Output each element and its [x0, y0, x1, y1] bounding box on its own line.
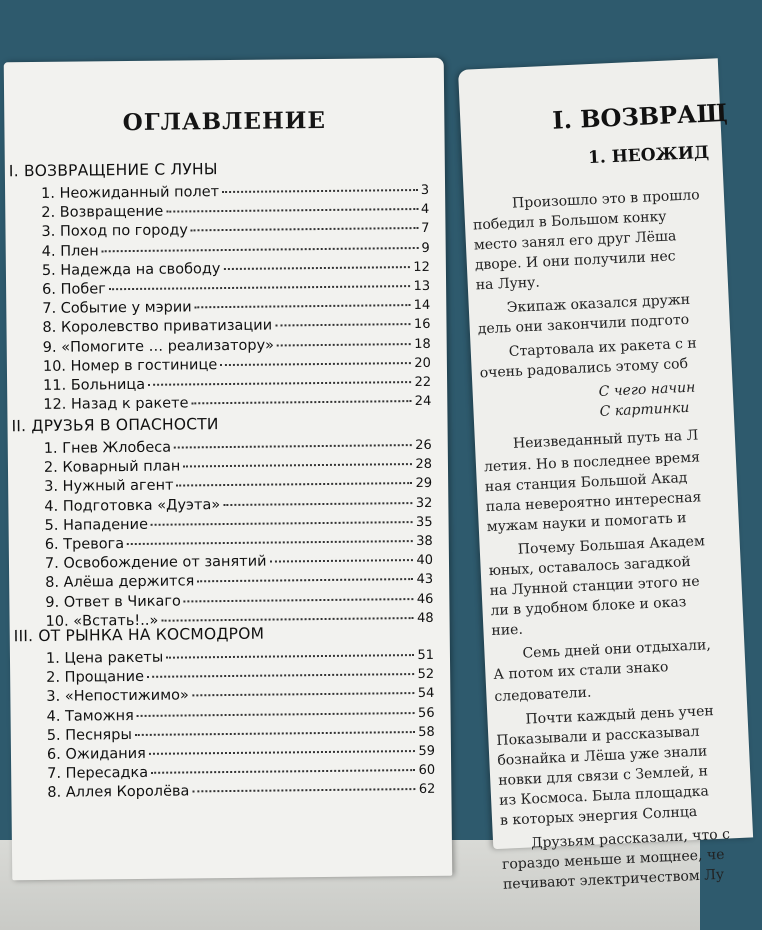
text-line: Произошло это в прошло	[511, 187, 700, 212]
toc-entry-title: 1. Цена ракеты	[45, 649, 164, 667]
toc-entry-page: 14	[413, 298, 431, 314]
text-line: ная станция Большой Акад	[484, 470, 688, 496]
dot-leader	[222, 189, 418, 193]
toc-entry-page: 43	[416, 572, 434, 588]
toc-entry-page: 54	[417, 686, 435, 702]
text-line: Неизведанный путь на Л	[512, 427, 699, 452]
chapter-heading: I. ВОЗВРАЩ	[551, 97, 729, 135]
toc-entry-title: 2. Прощание	[46, 669, 145, 687]
dot-leader	[176, 482, 412, 486]
text-line: гораздо меньше и мощнее, че	[501, 846, 725, 873]
dot-leader	[151, 521, 413, 526]
right-page	[458, 58, 753, 893]
text-line: А потом их стали знако	[493, 659, 669, 684]
dot-leader	[192, 788, 415, 792]
text-line: победил в Большом конку	[472, 208, 667, 234]
dot-leader	[275, 323, 411, 326]
toc-entry	[47, 781, 435, 804]
toc-entry-title: 4. Подготовка «Дуэта»	[44, 496, 221, 515]
toc-title: ОГЛАВЛЕНИЕ	[122, 106, 327, 137]
dot-leader	[135, 731, 415, 736]
toc-entry-page: 52	[417, 667, 435, 683]
text-line: С чего начин	[598, 379, 696, 400]
subchapter-heading: 1. НЕОЖИД	[587, 142, 710, 169]
text-line: юных, оставалось загадкой	[488, 553, 691, 580]
toc-entry-title: 7. Освобождение от занятий	[44, 553, 267, 573]
toc-entry	[43, 393, 431, 416]
toc-entry-page: 56	[417, 705, 435, 721]
toc-entry-title: 7. Пересадка	[47, 765, 149, 783]
dot-leader	[174, 444, 412, 448]
dot-leader	[192, 400, 412, 404]
toc-entry-page: 59	[418, 743, 436, 760]
dot-leader	[277, 343, 411, 346]
toc-entry-page: 32	[415, 495, 433, 511]
dot-leader	[147, 673, 415, 678]
toc-entry-page: 16	[413, 317, 431, 333]
text-line: С картинки	[599, 399, 690, 420]
toc-entry-title: 3. Поход по городу	[41, 222, 189, 241]
toc-entry-page: 62	[418, 782, 436, 798]
toc-entry-title: 4. Таможня	[46, 707, 134, 725]
dot-leader	[151, 769, 416, 774]
text-line: следователи.	[494, 684, 592, 705]
toc-entry-title: 5. Надежда на свободу	[41, 260, 221, 279]
dot-leader	[184, 598, 414, 602]
dot-leader	[166, 654, 414, 659]
text-line: Почему Большая Академ	[517, 533, 706, 558]
text-line: печивают электричеством Лу	[502, 866, 725, 893]
text-line: Показывали и рассказывал	[496, 723, 700, 749]
toc-entry-page: 7	[421, 221, 430, 237]
text-line: бознайка и Лёша уже знали	[497, 743, 708, 769]
toc-entry-page: 29	[415, 476, 433, 492]
text-line: место занял его друг Лёша	[473, 228, 677, 254]
dot-leader	[223, 266, 410, 270]
toc-entry-page: 58	[418, 724, 435, 740]
toc-entry-title: 6. Ожидания	[46, 745, 146, 763]
toc-entry-page: 35	[415, 514, 433, 530]
toc-entry-title: 1. Гнев Жлобеса	[43, 439, 172, 457]
toc-entry-title: 6. Тревога	[44, 536, 125, 553]
toc-entry-page: 9	[421, 240, 430, 256]
toc-entry-title: 5. Песняры	[46, 726, 132, 744]
toc-entry-page: 26	[415, 437, 432, 454]
dot-leader	[161, 617, 414, 622]
text-line: в которых энергия Солнца	[499, 803, 698, 829]
toc-entry-title: 2. Возвращение	[41, 203, 164, 222]
text-line: новки для связи с Землей, н	[497, 763, 709, 789]
text-line: Семь дней они отдыхали,	[522, 637, 712, 662]
toc-entry-page: 60	[418, 763, 436, 779]
text-line: дель они закончили подгото	[477, 311, 690, 338]
dot-leader	[149, 750, 416, 755]
dot-leader	[195, 304, 411, 308]
toc-entry-title: 8. Алёша держится	[45, 573, 195, 592]
toc-entry-page: 38	[416, 533, 433, 550]
toc-entry-page: 12	[413, 259, 430, 275]
toc-entry-title: 5. Нападение	[44, 516, 149, 534]
toc-entry-title: 7. Событие у мэрии	[42, 299, 192, 318]
dot-leader	[102, 247, 419, 252]
text-line: Стартовала их ракета с н	[508, 335, 698, 360]
toc-entry-title: 9. «Помогите … реализатору»	[42, 337, 275, 356]
text-line: из Космоса. Была площадка	[498, 783, 710, 809]
section-heading: II. ДРУЗЬЯ В ОПАСНОСТИ	[11, 415, 219, 436]
toc-entry-title: 3. Нужный агент	[44, 477, 174, 496]
dot-leader	[269, 559, 413, 563]
toc-entry-title: 6. Побег	[42, 281, 106, 298]
toc-entry-title: 1. Неожиданный полет	[41, 184, 220, 202]
toc-entry-page: 20	[414, 355, 431, 371]
toc-entry-page: 46	[416, 591, 434, 607]
toc-entry-page: 13	[413, 278, 431, 295]
dot-leader	[137, 712, 415, 717]
text-line: Друзьям рассказали, что с	[530, 826, 731, 852]
text-line: Экипаж оказался дружн	[506, 291, 691, 317]
text-line: ли в удобном блоке и оказ	[490, 594, 687, 620]
toc-entry-title: 8. Королевство приватизации	[42, 317, 273, 337]
dot-leader	[127, 540, 413, 545]
dot-leader	[220, 362, 411, 366]
text-line: Почти каждый день учен	[525, 703, 715, 728]
toc-entry-title: 11. Больница	[43, 376, 146, 394]
toc-entry-title: 10. «Встать!..»	[45, 612, 159, 630]
section-heading: III. ОТ РЫНКА НА КОСМОДРОМ	[13, 624, 265, 646]
toc-entry-page: 3	[420, 182, 430, 198]
dot-leader	[192, 692, 415, 696]
section-heading: I. ВОЗВРАЩЕНИЕ С ЛУНЫ	[8, 160, 218, 181]
toc-entry-title: 12. Назад к ракете	[43, 395, 189, 414]
dot-leader	[191, 227, 418, 231]
toc-entry-title: 9. Ответ в Чикаго	[45, 593, 181, 611]
toc-entry-page: 4	[420, 202, 430, 218]
text-line: на Лунной станции этого не	[489, 573, 700, 600]
text-line: ние.	[491, 621, 524, 640]
dot-leader	[197, 578, 413, 582]
dot-leader	[109, 285, 411, 290]
toc-entry-title: 10. Номер в гостинице	[42, 356, 218, 375]
toc-entry-title: 4. Плен	[41, 242, 99, 260]
toc-entry-page: 28	[415, 457, 433, 473]
toc-entry-title: 8. Аллея Королёва	[47, 783, 190, 802]
toc-entry-title: 2. Коварный план	[43, 458, 181, 477]
left-page	[4, 58, 453, 881]
text-line: очень радовались этому соб	[479, 355, 689, 382]
dot-leader	[148, 381, 411, 386]
toc-entry-page: 51	[417, 647, 435, 664]
text-line: дворе. И они получили нес	[474, 248, 676, 274]
dot-leader	[166, 208, 418, 213]
text-line: летия. Но в последнее время	[483, 449, 701, 476]
toc-entry-page: 48	[416, 610, 434, 626]
toc-entry-page: 40	[416, 553, 434, 569]
toc-entry-page: 18	[414, 336, 431, 352]
text-line: пала невероятно интересная	[485, 489, 702, 516]
toc-entry-title: 3. «Непостижимо»	[46, 687, 189, 706]
dot-leader	[223, 502, 413, 506]
dot-leader	[183, 463, 412, 467]
text-line: мужам науки и помогать и	[486, 510, 687, 536]
text-line: на Луну.	[475, 274, 541, 294]
toc-entry-page: 24	[414, 394, 432, 410]
toc-entry-page: 22	[414, 374, 432, 391]
